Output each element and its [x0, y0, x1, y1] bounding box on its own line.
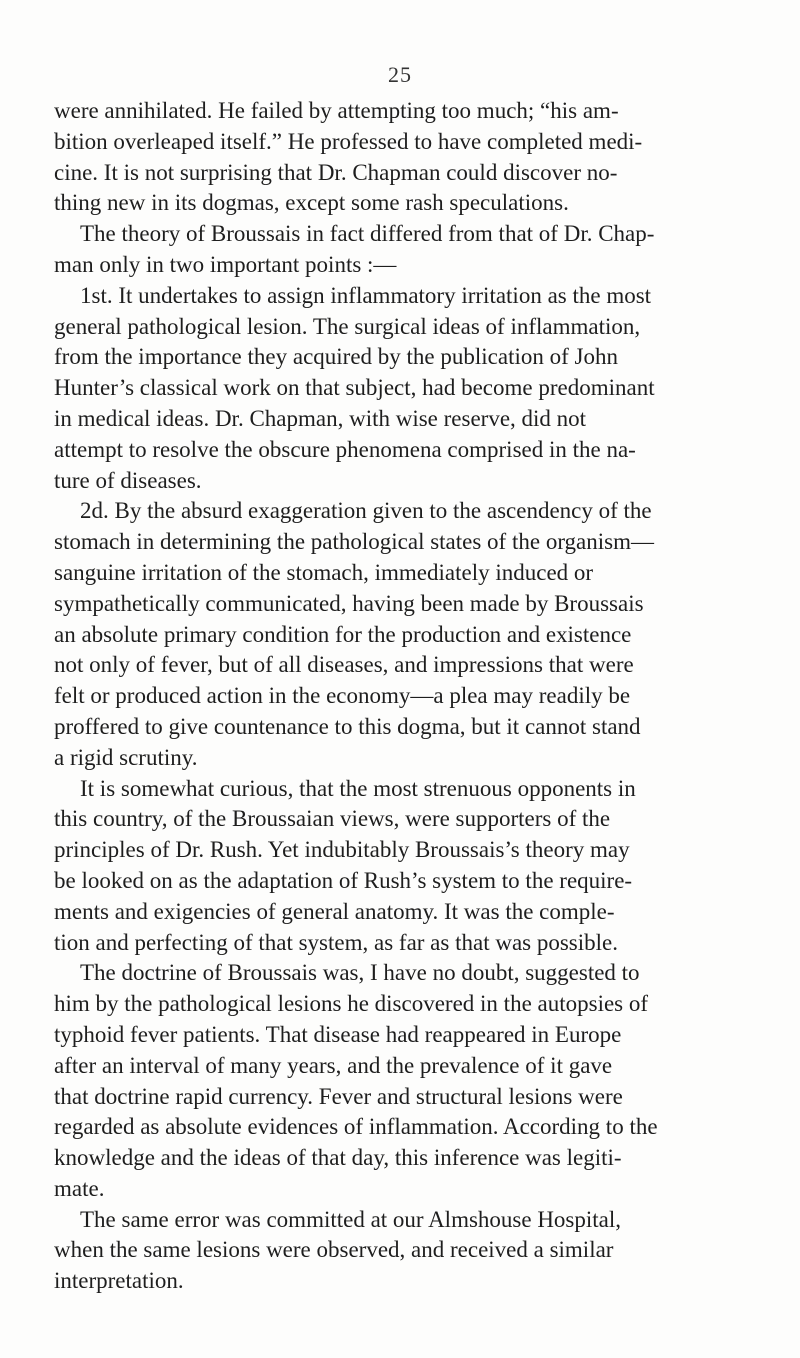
text-line: 1st. It undertakes to assign inflammatory irritation as the most: [80, 282, 652, 308]
page-number: 25: [388, 62, 412, 87]
text-line: be looked on as the adaptation of Rush’s system to the require-: [54, 867, 633, 893]
text-line: were annihilated. He failed by attempting too much; “his am-: [54, 98, 619, 123]
text-line: interpretation.: [54, 1268, 184, 1294]
text-line: sympathetically communicated, having been made by Broussais: [54, 590, 644, 616]
text-line: a rigid scrutiny.: [54, 744, 198, 770]
text-line: felt or produced action in the economy—a plea may readily be: [54, 683, 631, 709]
text-line: It is somewhat curious, that the most strenuous opponents in: [80, 775, 636, 801]
text-line: cine. It is not surprising that Dr. Chapman could discover no-: [54, 159, 618, 185]
text-line: thing new in its dogmas, except some rash speculations.: [54, 190, 569, 216]
text-line: The theory of Broussais in fact differed from that of Dr. Chap-: [80, 221, 655, 247]
text-line: ments and exigencies of general anatomy. It was the comple-: [54, 898, 615, 924]
text-line: mate.: [54, 1175, 105, 1201]
text-line: proffered to give countenance to this dogma, but it cannot stand: [54, 713, 641, 739]
text-line: man only in two important points :—: [54, 251, 397, 277]
text-line: him by the pathological lesions he discovered in the autopsies of: [54, 991, 649, 1017]
text-line: sanguine irritation of the stomach, immediately induced or: [54, 559, 594, 585]
text-line: principles of Dr. Rush. Yet indubitably Broussais’s theory may: [54, 837, 630, 863]
text-line: typhoid fever patients. That disease had reappeared in Europe: [54, 1021, 622, 1047]
text-line: attempt to resolve the obscure phenomena comprised in the na-: [54, 436, 636, 462]
text-line: general pathological lesion. The surgical ideas of inflammation,: [54, 313, 641, 339]
text-line: stomach in determining the pathological states of the organism—: [54, 529, 654, 555]
text-line: from the importance they acquired by the publication of John: [54, 344, 618, 370]
text-line: tion and perfecting of that system, as far as that was possible.: [54, 929, 618, 955]
text-line: Hunter’s classical work on that subject, had become predominant: [54, 375, 655, 401]
text-line: after an interval of many years, and the prevalence of it gave: [54, 1052, 613, 1078]
text-line: in medical ideas. Dr. Chapman, with wise reserve, did not: [54, 405, 587, 431]
text-line: an absolute primary condition for the production and existence: [54, 621, 632, 647]
text-line: The doctrine of Broussais was, I have no doubt, suggested to: [80, 960, 640, 986]
text-line: knowledge and the ideas of that day, this inference was legiti-: [54, 1145, 622, 1171]
text-line: regarded as absolute evidences of inflammation. According to the: [54, 1114, 658, 1140]
body-text: [54, 96, 784, 1297]
text-line: this country, of the Broussaian views, were supporters of the: [54, 806, 611, 832]
text-line: when the same lesions were observed, and received a similar: [54, 1237, 614, 1263]
text-line: ture of diseases.: [54, 467, 202, 493]
text-line: The same error was committed at our Almshouse Hospital,: [80, 1206, 622, 1232]
text-line: bition overleaped itself.” He professed to have completed medi-: [54, 128, 643, 154]
text-line: that doctrine rapid currency. Fever and structural lesions were: [54, 1083, 623, 1109]
text-line: not only of fever, but of all diseases, and impressions that were: [54, 652, 634, 678]
text-line: 2d. By the absurd exaggeration given to the ascendency of the: [80, 498, 652, 524]
